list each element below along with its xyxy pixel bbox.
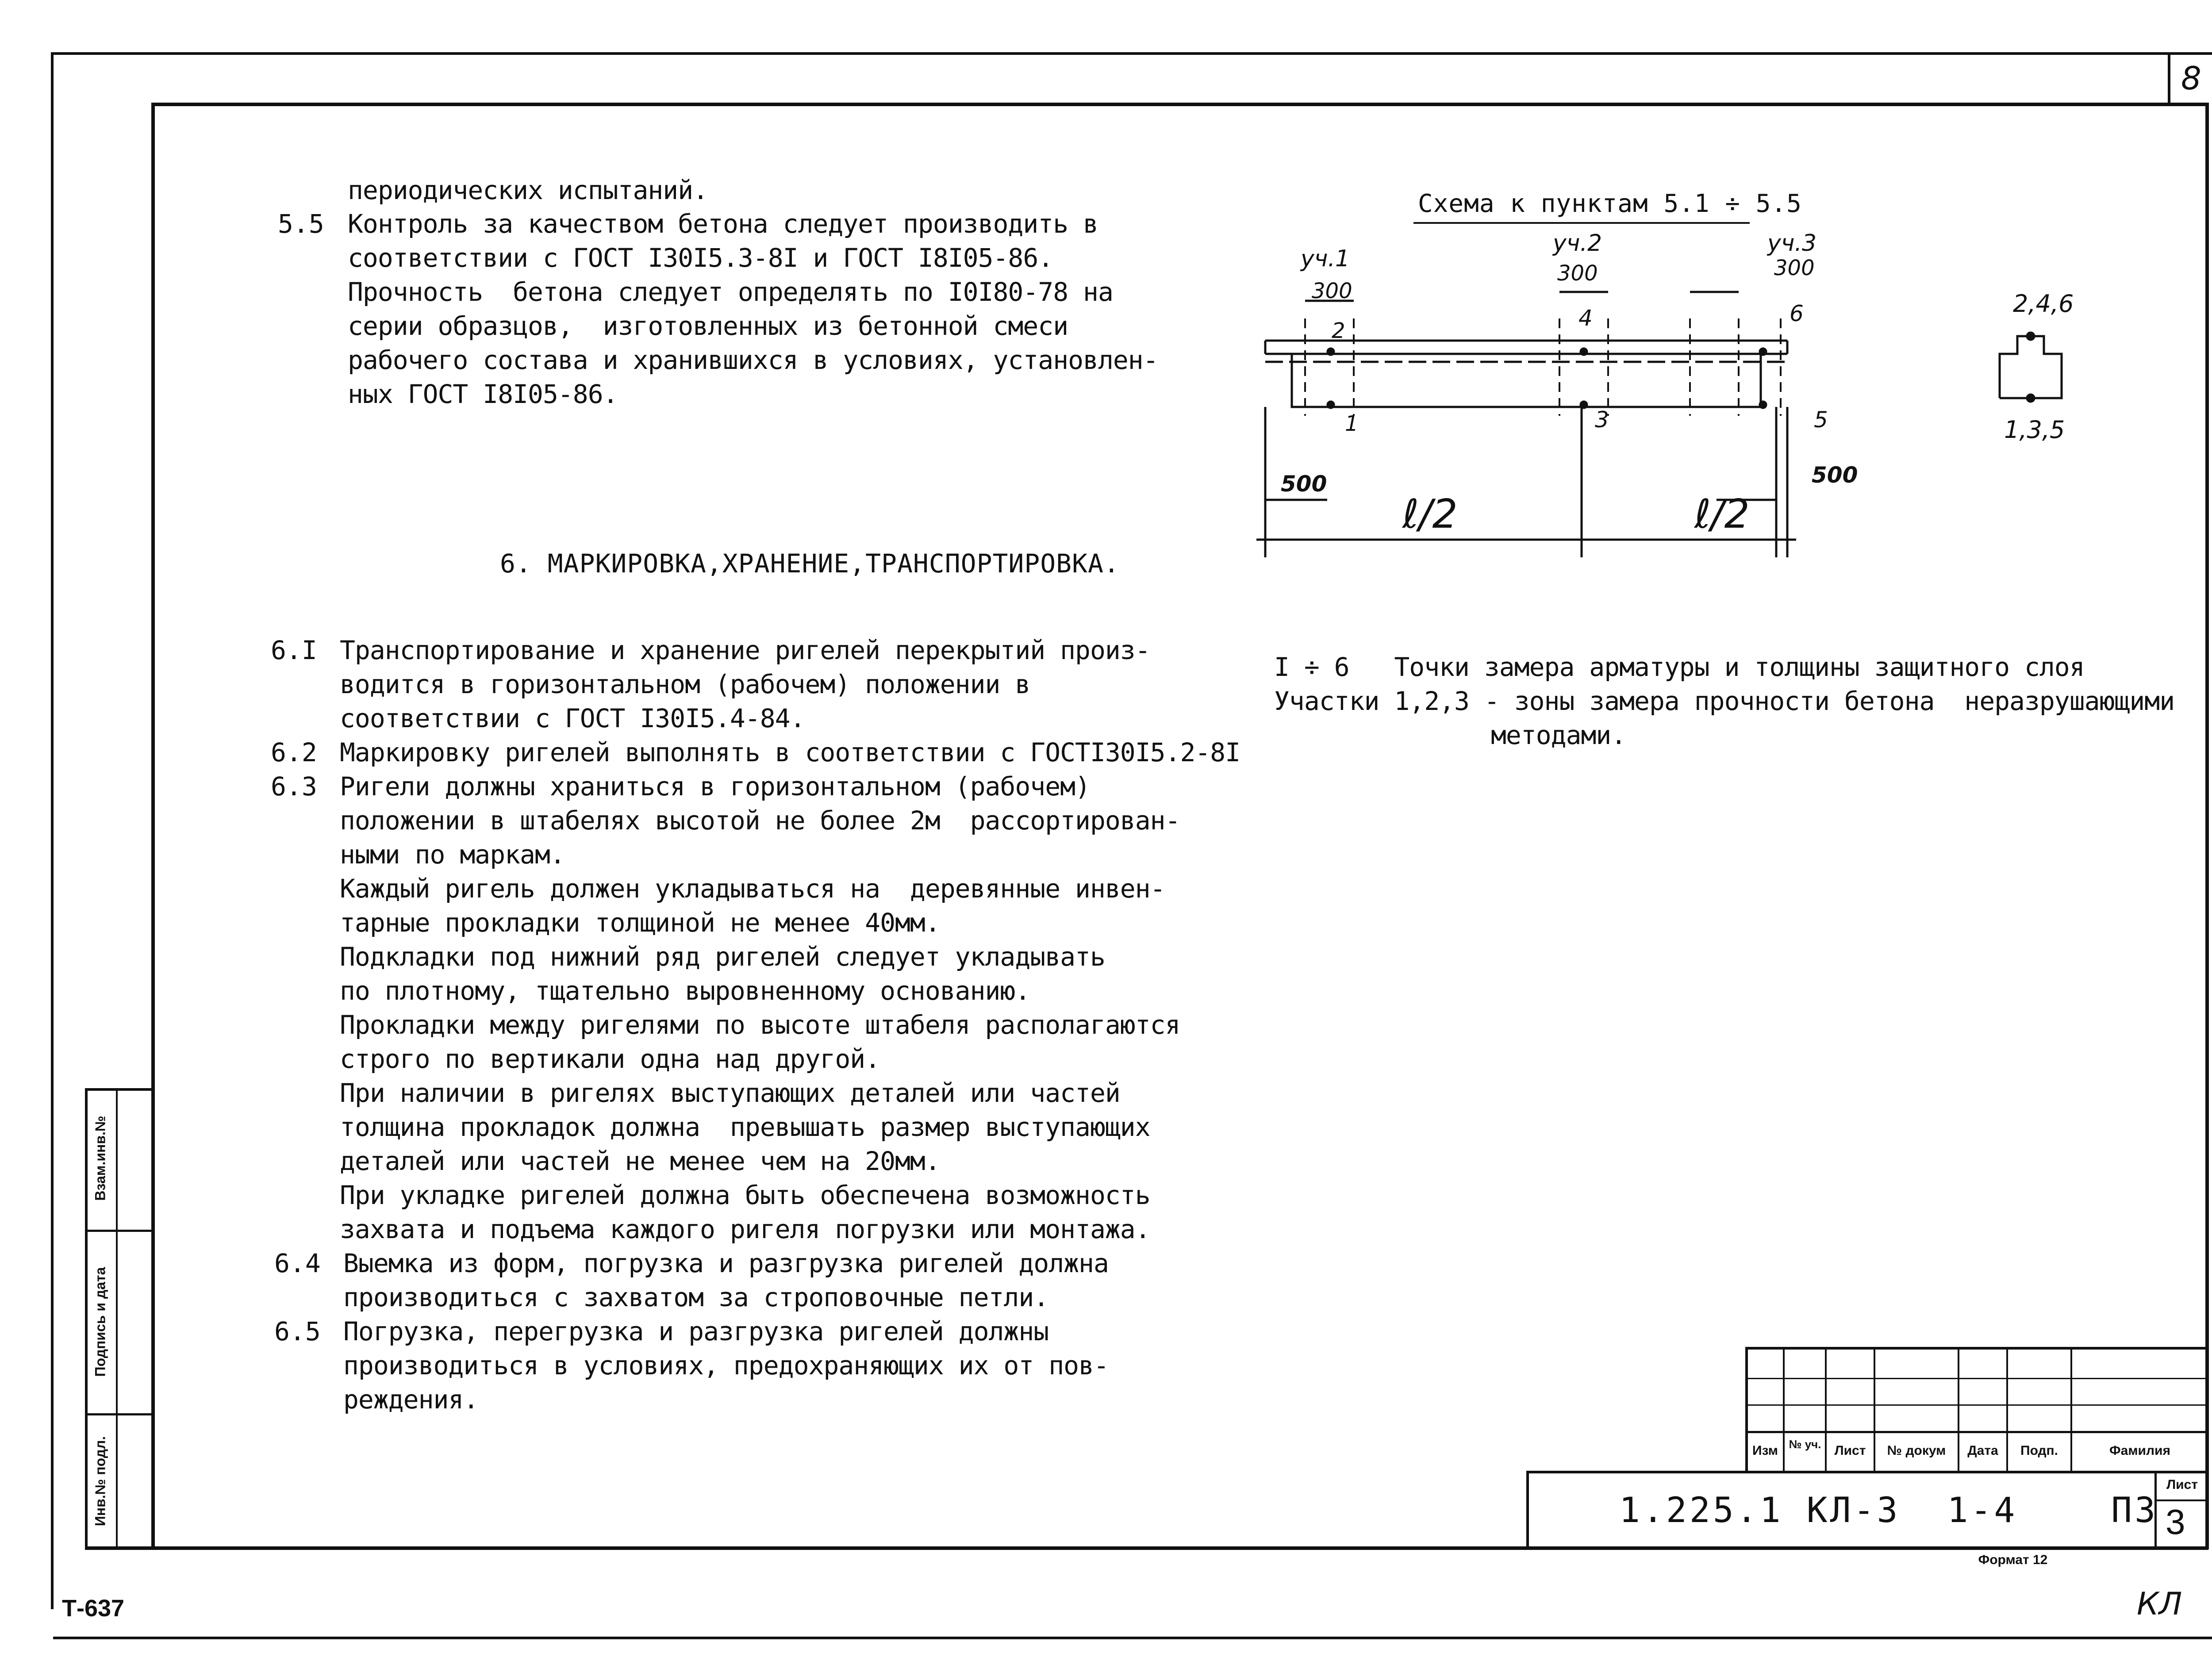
point-label-6: 6 <box>1790 301 1804 326</box>
text-line: производиться с захватом за строповочные петли. <box>343 1282 1049 1312</box>
text-line: соответствии с ГОСТ I30I5.3-8I и ГОСТ I8I05-86. <box>348 243 1053 273</box>
text-line: тарные прокладки толщиной не менее 40мм. <box>340 908 940 938</box>
format-label: Формат 12 <box>1978 1553 2048 1567</box>
tb-header-surname: Фамилия <box>2109 1443 2170 1458</box>
text-line: Контроль за качеством бетона следует производить в <box>348 209 1098 239</box>
designation-box-left <box>1526 1471 1529 1548</box>
text-line: Ригели должны храниться в горизонтальном (рабочем) <box>340 771 1090 801</box>
half-span-left: ℓ/2 <box>1402 491 1458 537</box>
para-6-5-number: 6.5 <box>274 1316 321 1346</box>
text-line: При укладке ригелей должна быть обеспечена возможность <box>340 1180 1150 1210</box>
zone-label-2: уч.2 <box>1553 230 1602 257</box>
para-6-3-number: 6.3 <box>271 771 317 801</box>
text-line: Прочность бетона следует определять по I0I80-78 на <box>348 277 1113 307</box>
para-6-2-line: Маркировку ригелей выполнять в соответствии с ГОСТI30I5.2-8I <box>340 737 1240 767</box>
tb-header-list: Лист <box>1834 1443 1866 1458</box>
para-5-5-number: 5.5 <box>278 209 324 239</box>
beam-cross-section <box>1991 318 2079 407</box>
scheme-note-1: I ÷ 6 Точки замера арматуры и толщины защитного слоя <box>1274 652 2085 682</box>
text-line: производиться в условиях, предохраняющих их от пов- <box>343 1350 1109 1381</box>
text-line: ными по маркам. <box>340 840 565 870</box>
text-line: серии образцов, изготовленных из бетонной смеси <box>348 311 1068 341</box>
side-stamp-mid <box>116 1088 118 1548</box>
section-label-top: 2,4,6 <box>2013 290 2074 318</box>
tb-header-date: Дата <box>1967 1443 1998 1458</box>
scheme-title: Схема к пунктам 5.1 ÷ 5.5 <box>1418 189 1802 218</box>
tb-header-sign: Подп. <box>2020 1443 2058 1458</box>
para-6-1-number: 6.I <box>271 635 317 665</box>
text-line: рабочего состава и хранившихся в условиях, установлен- <box>348 345 1158 375</box>
inner-frame-right <box>2205 103 2209 1549</box>
outer-frame-bottom <box>53 1637 2212 1639</box>
inner-frame-left <box>151 103 155 1549</box>
tb-header-doc: № докум <box>1887 1443 1946 1458</box>
text-line: по плотному, тщательно выровненному основанию. <box>340 976 1030 1006</box>
point-label-1: 1 <box>1345 411 1359 436</box>
text-line: Транспортирование и хранение ригелей перекрытий произ- <box>340 635 1150 665</box>
scheme-note-2: Участки 1,2,3 - зоны замера прочности бетона неразрушающими <box>1274 686 2175 716</box>
zone-label-1: уч.1 <box>1301 245 1350 272</box>
scheme-note-3: методами. <box>1491 720 1626 750</box>
half-span-right: ℓ/2 <box>1694 491 1750 537</box>
text-line: деталей или частей не менее чем на 20мм. <box>340 1146 940 1176</box>
point-label-5: 5 <box>1814 407 1828 433</box>
text-line: толщина прокладок должна превышать размер выступающих <box>340 1112 1150 1142</box>
text-line: При наличии в ригелях выступающих деталей или частей <box>340 1078 1120 1108</box>
side-stamp-left <box>85 1088 88 1548</box>
designation-box-top <box>1526 1471 2208 1473</box>
tb-header-izm: Изм <box>1752 1443 1778 1458</box>
text-line: Подкладки под нижний ряд ригелей следует укладывать <box>340 942 1105 972</box>
tb-header-uch: № уч. <box>1789 1438 1821 1451</box>
text-line: захвата и подъема каждого ригеля погрузки или монтажа. <box>340 1214 1150 1244</box>
dim-500-left: 500 <box>1281 471 1327 497</box>
dim-300-1: 300 <box>1312 279 1352 303</box>
text-line: ных ГОСТ I8I05-86. <box>348 379 618 409</box>
sheet-box-div <box>2154 1499 2208 1501</box>
bottom-right-mark: КЛ <box>2137 1586 2182 1622</box>
text-line: реждения. <box>343 1384 479 1415</box>
side-stamp-inv-number: Инв.№ подл. <box>92 1436 108 1526</box>
side-stamp-top <box>85 1088 154 1091</box>
bottom-left-code: Т-637 <box>62 1595 125 1622</box>
text-line: строго по вертикали одна над другой. <box>340 1044 880 1074</box>
point-label-3: 3 <box>1595 407 1609 433</box>
inner-frame-top <box>151 103 2208 106</box>
text-line: Погрузка, перегрузка и разгрузка ригелей должны <box>343 1316 1049 1346</box>
point-label-4: 4 <box>1578 305 1593 331</box>
page-box-left <box>2168 52 2170 105</box>
document-designation: 1.225.1 КЛ-3 1-4 ПЗ <box>1619 1491 2158 1530</box>
outer-frame-left <box>51 52 54 1609</box>
text-line: положении в штабелях высотой не более 2м рассортирован- <box>340 805 1180 836</box>
zone-label-3: уч.3 <box>1767 230 1817 257</box>
page-number-top: 8 <box>2181 60 2201 97</box>
scheme-title-underline <box>1413 222 1750 224</box>
section-label-bottom: 1,3,5 <box>2004 416 2065 444</box>
section-6-heading: 6. МАРКИРОВКА,ХРАНЕНИЕ,ТРАНСПОРТИРОВКА. <box>500 548 1120 579</box>
text-line: водится в горизонтальном (рабочем) положении в <box>340 669 1030 699</box>
side-stamp-div1 <box>85 1230 154 1232</box>
dim-500-right: 500 <box>1812 462 1858 488</box>
para-6-2-number: 6.2 <box>271 737 317 767</box>
dim-300-3: 300 <box>1774 256 1815 280</box>
side-stamp-replace-inv: Взам.инв.№ <box>92 1116 108 1201</box>
para-6-4-number: 6.4 <box>274 1248 321 1278</box>
sheet-number: 3 <box>2166 1502 2185 1542</box>
point-label-2: 2 <box>1332 318 1345 343</box>
outer-frame-top <box>51 52 2212 55</box>
text-line: Каждый ригель должен укладываться на деревянные инвен- <box>340 874 1165 904</box>
text-line: соответствии с ГОСТ I30I5.4-84. <box>340 703 805 733</box>
text-line: Выемка из форм, погрузка и разгрузка ригелей должна <box>343 1248 1109 1278</box>
sheet-label: Лист <box>2166 1477 2198 1492</box>
text-line: Прокладки между ригелями по высоте штабеля располагаются <box>340 1010 1180 1040</box>
para-5-4-tail: периодических испытаний. <box>348 175 708 205</box>
side-stamp-signature-date: Подпись и дата <box>92 1267 108 1377</box>
dim-300-2: 300 <box>1557 261 1598 286</box>
